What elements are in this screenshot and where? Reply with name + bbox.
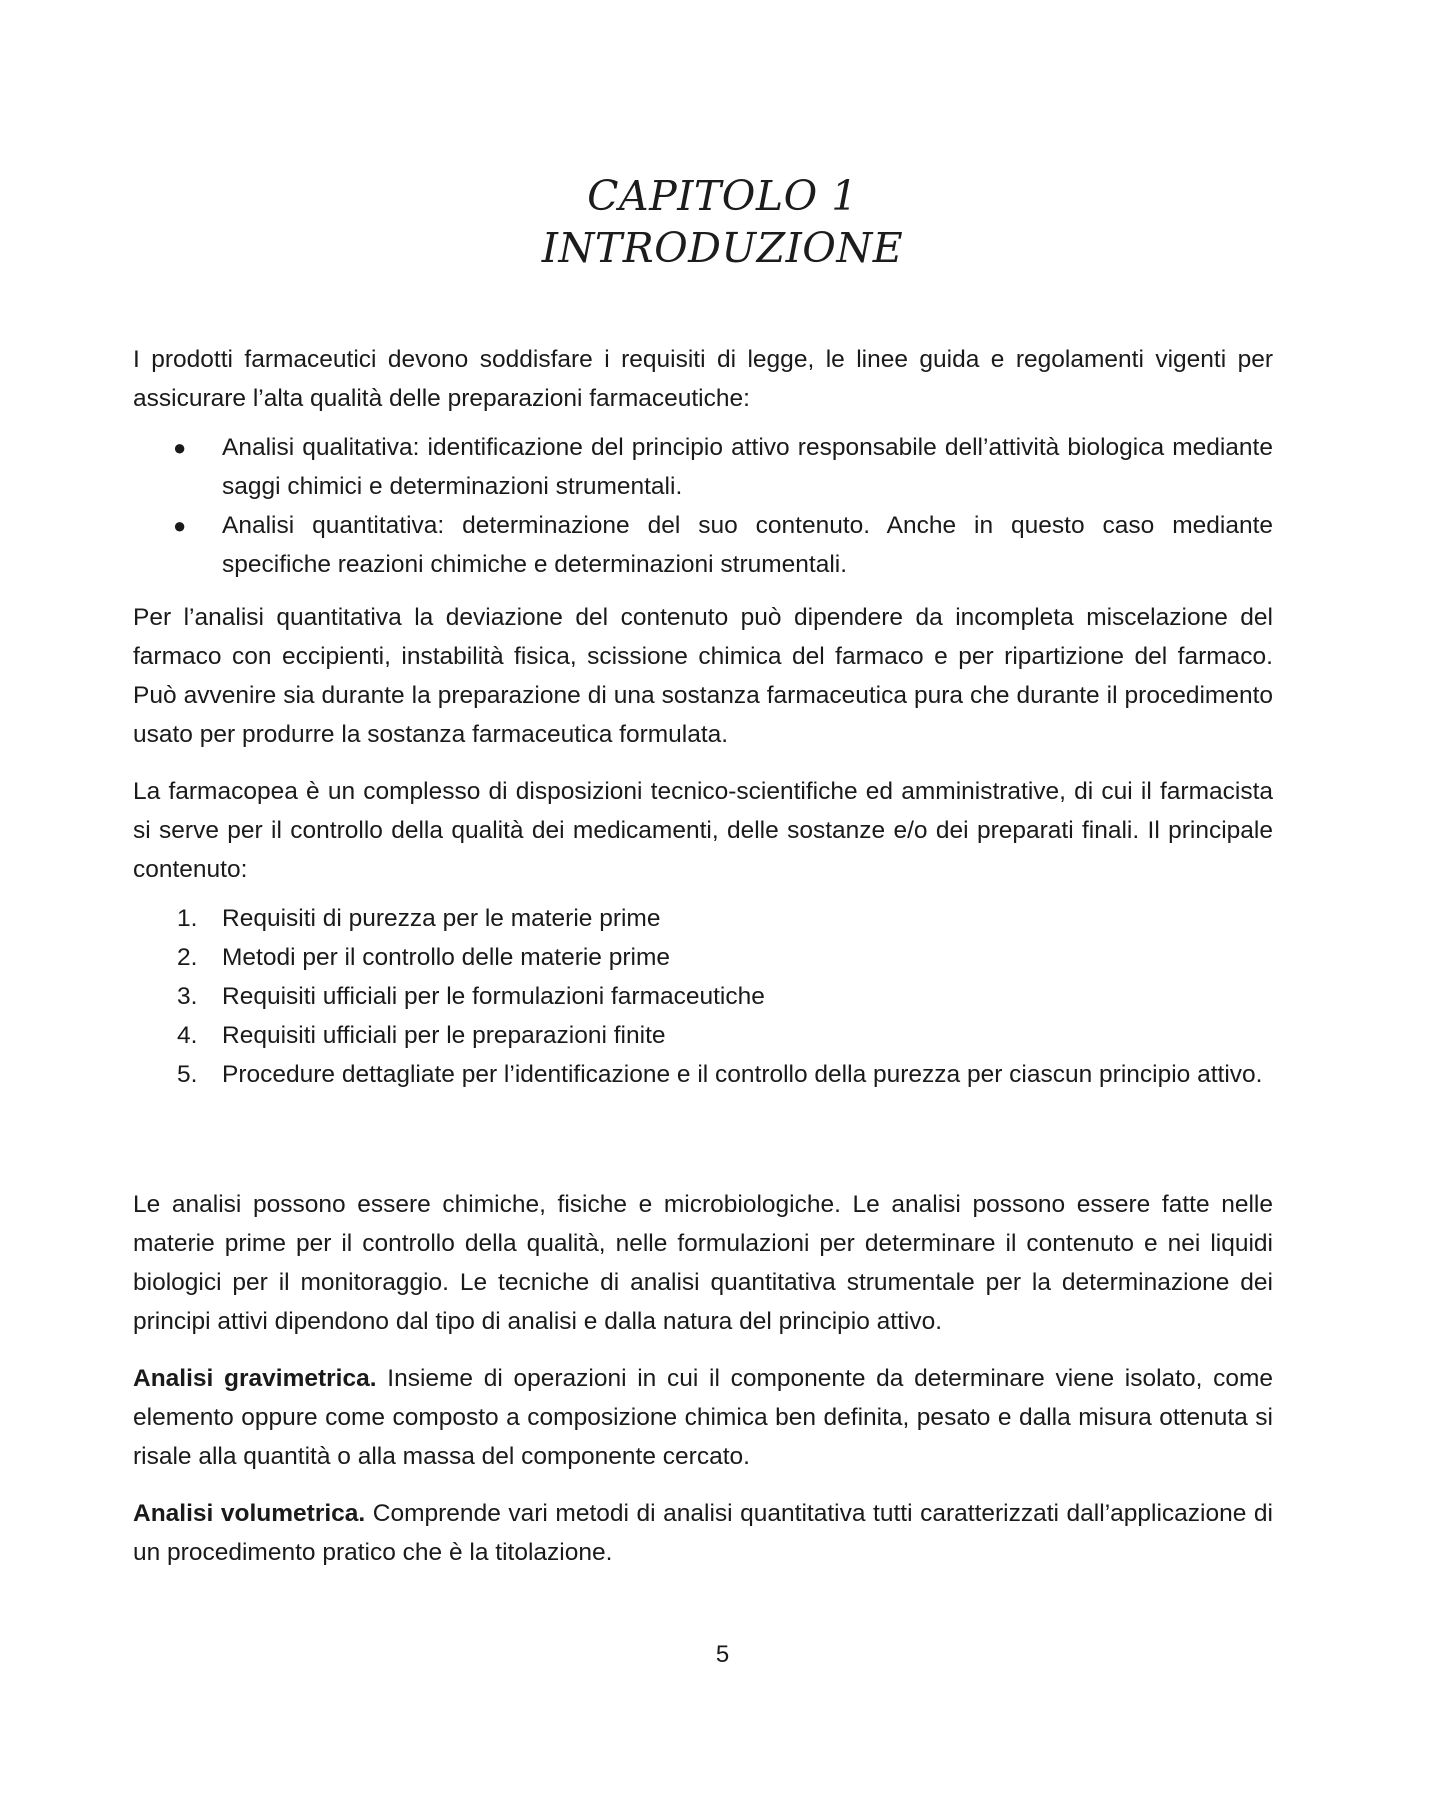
- item-text: Requisiti ufficiali per le formulazioni farmaceutiche: [222, 983, 765, 1010]
- body-text: [133, 340, 1273, 1572]
- volumetric-text: Comprende vari metodi di analisi quantitativa tutti caratterizzati dall’applicazione di un procedimento pratico che è la titolazione.: [133, 1500, 1273, 1566]
- item-number: 2.: [177, 944, 198, 971]
- list-item: [133, 938, 1273, 977]
- list-item: [133, 428, 1273, 506]
- gravimetric-text: Insieme di operazioni in cui il componente da determinare viene isolato, come elemento oppure come composto a composizione chimica ben definita, pesato e dalla misura ottenuta si risale alla quantità o alla massa del componente cercato.: [133, 1365, 1274, 1470]
- list-item: [133, 977, 1273, 1016]
- item-number: 4.: [177, 1022, 198, 1049]
- chapter-heading: [0, 170, 1445, 274]
- item-text: Procedure dettagliate per l’identificazione e il controllo della purezza per ciascun principio attivo.: [222, 1061, 1263, 1088]
- gravimetric-label: Analisi gravimetrica.: [133, 1365, 377, 1392]
- item-text: Metodi per il controllo delle materie prime: [222, 944, 670, 971]
- list-item: [133, 1016, 1273, 1055]
- volumetric-paragraph: [133, 1494, 1273, 1572]
- item-number: 5.: [177, 1061, 198, 1088]
- list-item: [133, 1055, 1273, 1094]
- analysis-bullet-list: [133, 428, 1273, 584]
- list-item: [133, 899, 1273, 938]
- chapter-number: CAPITOLO 1: [587, 172, 858, 220]
- list-item: [133, 506, 1273, 584]
- chapter-title: INTRODUZIONE: [541, 224, 904, 272]
- pharmacopoeia-paragraph: La farmacopea è un complesso di disposizioni tecnico-scientifiche ed amministrative, di cui il farmacista si serve per il controllo della qualità dei medicamenti, delle sostanze e/o dei preparati finali. Il principale contenuto:: [133, 778, 1273, 883]
- bullet-text: Analisi qualitativa: identificazione del principio attivo responsabile dell’attività biologica mediante saggi chimici e determinazioni strumentali.: [222, 434, 1273, 500]
- item-number: 3.: [177, 983, 198, 1010]
- item-text: Requisiti ufficiali per le preparazioni finite: [222, 1022, 666, 1049]
- item-text: Requisiti di purezza per le materie prime: [222, 905, 661, 932]
- bullet-icon: ●: [173, 513, 187, 538]
- intro-paragraph: I prodotti farmaceutici devono soddisfare i requisiti di legge, le linee guida e regolamenti vigenti per assicurare l’alta qualità delle preparazioni farmaceutiche:: [133, 346, 1273, 412]
- gravimetric-paragraph: [133, 1359, 1273, 1476]
- quantitative-paragraph: Per l’analisi quantitativa la deviazione del contenuto può dipendere da incompleta miscelazione del farmaco con eccipienti, instabilità fisica, scissione chimica del farmaco e per ripartizione del farmaco. Può avvenire sia durante la preparazione di una sostanza farmaceutica pura che durante il procedimento usato per produrre la sostanza farmaceutica formulata.: [133, 604, 1273, 748]
- pharmacopoeia-content-list: [133, 899, 1273, 1094]
- page-number: 5: [715, 1641, 730, 1668]
- item-number: 1.: [177, 905, 198, 932]
- volumetric-label: Analisi volumetrica.: [133, 1500, 366, 1527]
- bullet-icon: ●: [173, 435, 187, 460]
- bullet-text: Analisi quantitativa: determinazione del suo contenuto. Anche in questo caso mediante specifiche reazioni chimiche e determinazioni strumentali.: [222, 512, 1273, 578]
- section-spacer: [133, 1108, 1273, 1185]
- analysis-types-paragraph: Le analisi possono essere chimiche, fisiche e microbiologiche. Le analisi possono essere fatte nelle materie prime per il controllo della qualità, nelle formulazioni per determinare il contenuto e nei liquidi biologici per il monitoraggio. Le tecniche di analisi quantitativa strumentale per la determinazione dei principi attivi dipendono dal tipo di analisi e dalla natura del principio attivo.: [133, 1191, 1273, 1335]
